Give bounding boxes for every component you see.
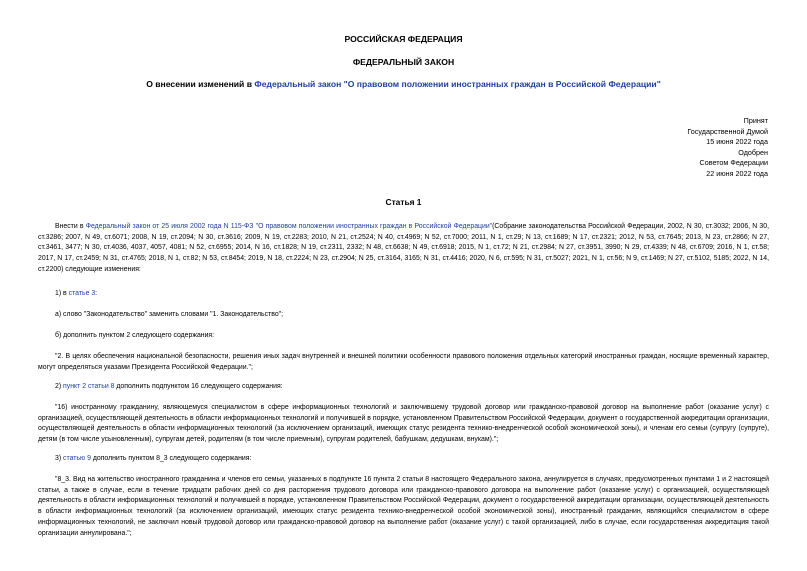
article-8-point-2-link[interactable]: пункт 2 статьи 8 — [63, 383, 115, 390]
item3-prefix: 3) — [55, 455, 64, 462]
base-law-link[interactable]: Федеральный закон от 25 июля 2002 года N 115-ФЗ "О правовом положении иностранных граждан в Российской Федерации" — [85, 223, 493, 230]
approved-by: Советом Федерации — [699, 158, 768, 168]
item2-prefix: 2) — [55, 383, 64, 390]
law-title-link[interactable]: Федеральный закон "О правовом положении иностранных граждан в Российской Федерации" — [254, 79, 661, 89]
item2-suffix: дополнить подпунктом 16 следующего содержания: — [114, 383, 283, 390]
article-title: Статья 1 — [385, 197, 422, 207]
item3-quote-text: "8_3. Вид на жительство иностранного гражданина и членов его семьи, указанных в подпункте 16 пункта 2 статьи 8 настоящего Федерального закона, аннулируется в случаях, предусмотренных пунктами 1 и 2 настоящей статьи, а также в случае, если в течение тридцати рабочих дней со дня расторжения трудового договора или гражданско-правового договора на выполнение работ (оказание услуг) с организацией, осуществляющей деятельность в области информационных технологий и получившей в порядке, установленном Правительством Российской Федерации, документ о государственной аккредитации организации, осуществляющей деятельность в области информационных технологий (за исключением организаций, имеющих статус резидента технико-внедренческой особой экономической зоны), иностранный гражданин, являющийся специалистом в сфере информационных технологий, не заключил новый трудовой договор или гражданско-правовой договор на выполнение работ (оказание услуг) с такой организацией, либо в случае, если государственная аккредитация такой организации аннулирована."; — [38, 476, 769, 537]
accepted-date: 15 июня 2022 года — [706, 137, 768, 147]
item1-suffix: : — [95, 290, 98, 297]
accepted-label: Принят — [743, 116, 768, 125]
item1a-text: а) слово "Законодательство" заменить словами "1. Законодательство"; — [55, 311, 284, 318]
intro-rest: (Собрание законодательства Российской Федерации, 2002, N 30, ст.3032; 2006, N 30, ст.3286; 2007, N 49, ст.6071; 2008, N 19, ст.2094; N 30, ст.3616; 2009, N 19, ст.2283; 2010, N 21, ст.2524; N 40, ст.4969; N 52, ст.7000; 2011, N 1, ст.29; N 13, ст.1689; N 17, ст.2321; 2012, N 53, ст.7645; 2013, N 23, ст.2866; N 27, ст.3461, 3477; N 30, ст.4036, 4037, 4057, 4081; N 52, ст.6955; 2014, N 16, ст.1828; N 19, ст.2311, 2332; N 48, ст.6638; N 49, ст.6918; 2015, N 1, ст.72; N 21, ст.2984; N 27, ст.3951, 3990; N 29, ст.4339; N 48, ст.6709; 2016, N 1, ст.58; 2017, N 17, ст.2459; N 31, ст.4765; 2018, N 1, ст.82; N 53, ст.8454; 2019, N 18, ст.2224; N 23, ст.2904; N 25, ст.3164, 3165; N 31, ст.4416; 2020, N 6, ст.595; N 31, ст.5027; 2021, N 1, ст.56; N 9, ст.1469; N 27, ст.5102, 5185; 2022, N 14, ст.2200) следующие изменения: — [38, 223, 769, 273]
article-9-link[interactable]: статью 9 — [63, 455, 91, 462]
item1b-text: б) дополнить пунктом 2 следующего содержания: — [55, 332, 215, 339]
item1-prefix: 1) в — [55, 290, 69, 297]
law-title — [0, 79, 807, 89]
item-1b — [38, 331, 769, 342]
adoption-block — [568, 116, 768, 180]
item-2-quote — [38, 403, 769, 446]
item3-suffix: дополнить пунктом 8_3 следующего содержания: — [90, 455, 252, 462]
item-1b-quote — [38, 352, 769, 373]
law-title-prefix: О внесении изменений в — [146, 79, 255, 89]
item-1a — [38, 310, 769, 321]
intro-prefix: Внести в — [55, 223, 86, 230]
item1b-quote-text: "2. В целях обеспечения национальной безопасности, решения иных задач внутренней и внешней политики особенности правового положения отдельных категорий иностранных граждан, носящие временный характер, могут определяться указами Президента Российской Федерации."; — [38, 353, 769, 371]
paragraph-intro — [38, 222, 769, 276]
accepted-by: Государственной Думой — [687, 126, 768, 136]
item-3 — [38, 454, 769, 465]
item-1 — [38, 289, 769, 300]
item-2 — [38, 382, 769, 393]
law-type-heading: ФЕДЕРАЛЬНЫЙ ЗАКОН — [352, 57, 455, 67]
item2-quote-text: "16) иностранному гражданину, являющемуся специалистом в сфере информационных технологий и заключившему трудовой договор или гражданско-правовой договор на выполнение работ (оказание услуг) с организацией, осуществляющей деятельность в области информационных технологий и получившей в порядке, установленном Правительством Российской Федерации, документ о государственной аккредитации организации, осуществляющей деятельность в области информационных технологий (за исключением организаций, имеющих статус резидента технико-внедренческой особой экономической зоны), и членам его семьи (супругу (супруге), детям (в том числе усыновленным), супругам детей, родителям (в том числе приемным), супругам родителей, бабушкам, дедушкам, внукам)."; — [38, 404, 769, 444]
approved-date: 22 июня 2022 года — [706, 168, 768, 178]
article-3-link[interactable]: статье 3 — [68, 290, 96, 297]
country-heading: РОССИЙСКАЯ ФЕДЕРАЦИЯ — [344, 34, 463, 44]
item-3-quote — [38, 475, 769, 539]
approved-label: Одобрен — [738, 147, 768, 157]
